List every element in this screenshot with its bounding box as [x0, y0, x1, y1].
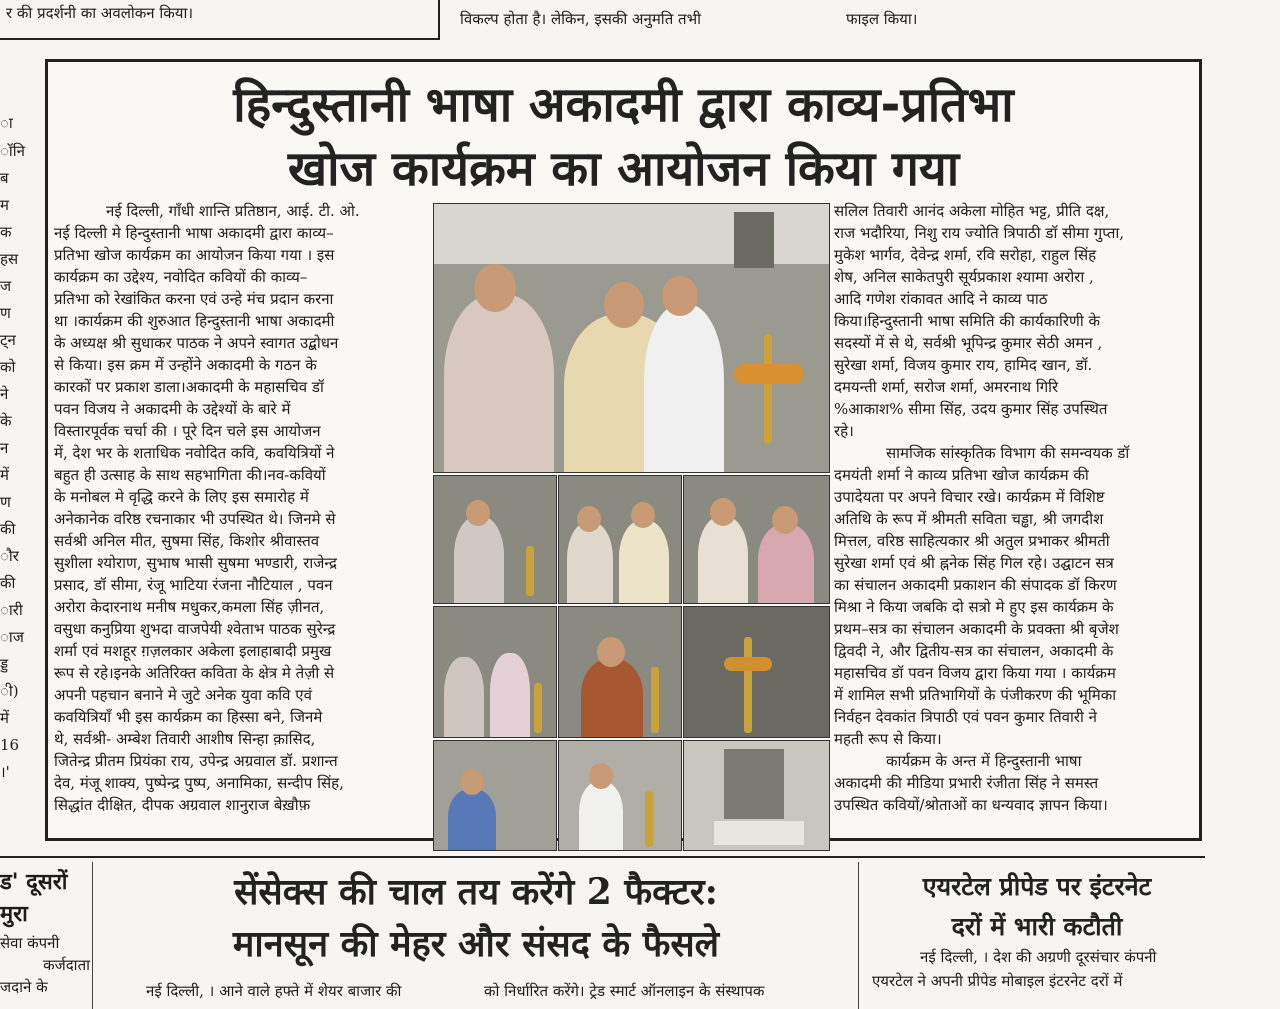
left-edge-fragment: ौर — [0, 547, 19, 565]
main-article — [45, 59, 1202, 841]
article-text-line: दमयन्ती शर्मा, सरोज शर्मा, अमरनाथ गिरि — [834, 378, 1059, 396]
left-edge-fragment: को — [0, 358, 16, 376]
left-edge-fragment: की — [0, 574, 16, 592]
photo-small-1 — [433, 475, 557, 604]
article-headline-line1: हिन्दुस्तानी भाषा अकादमी द्वारा काव्य-प्रतिभा — [233, 77, 1014, 133]
article-text-line: देव, मंजू शाक्य, पुष्पेन्द्र पुष्प, अनामिका, सन्दीप सिंह, — [54, 774, 344, 792]
article-text-line: सलिल तिवारी आनंद अकेला मोहित भट्ट, प्रीति दक्ष, — [834, 202, 1110, 220]
article-text-line: रहे। — [834, 422, 854, 440]
article-text-line: द्विवदी ने, और द्वितीय-सत्र का संचालन, अकादमी के — [834, 642, 1114, 660]
article-text-line: था ।कार्यक्रम की शुरुआत हिन्दुस्तानी भाषा अकादमी — [54, 312, 335, 330]
sensex-text-left: नई दिल्ली, । आने वाले हफ्ते में शेयर बाजार की — [146, 982, 402, 1000]
top-left-box — [0, 0, 440, 40]
article-text-line: अपनी पहचान बनाने मे जुटे अनेक युवा कवि एवं — [54, 686, 312, 704]
photo-small-8 — [558, 740, 682, 851]
left-edge-fragment: क — [0, 223, 12, 241]
article-column-3 — [834, 200, 1197, 816]
left-edge-fragment: न — [0, 439, 9, 457]
photo-small-2 — [558, 475, 682, 604]
article-text-line: के मनोबल मे वृद्धि करने के लिए इस समारोह में — [54, 488, 309, 506]
article-text-line: प्रसाद, डॉ सीमा, रंजू भाटिया रंजना नौटियाल , पवन — [54, 576, 333, 594]
article-text-line: विस्तारपूर्वक चर्चा की । पूरे दिन चले इस आयोजन — [54, 422, 321, 440]
article-text-line: किया।हिन्दुस्तानी भाषा समिति की कार्यकारिणी के — [834, 312, 1101, 330]
bottom-divider — [0, 856, 1205, 858]
article-text-line: का संचालन अकादमी प्रकाशन की संपादक डॉ किरण — [834, 576, 1117, 594]
article-text-line: महती रूप से किया। — [834, 730, 942, 748]
article-text-line: राज भदौरिया, निशु राय ज्योति त्रिपाठी डॉ सीमा गुप्ता, — [834, 224, 1125, 242]
sensex-headline-line2: मानसून की मेहर और संसद के फैसले — [232, 923, 720, 965]
bottom-left-line-4: कर्जदाता — [43, 956, 90, 974]
left-edge-fragment: हस — [0, 250, 19, 268]
bottom-left-line-1: ड' दूसरों — [0, 870, 68, 895]
article-text-line: कारकों पर प्रकाश डाला।अकादमी के महासचिव डॉ — [54, 378, 324, 396]
article-text-line: मिश्रा ने किया जबकि दो सत्रो मे हुए इस कार्यक्रम के — [834, 598, 1114, 616]
left-edge-column — [0, 108, 26, 786]
article-text-line: कवयित्रियाँ भी इस कार्यक्रम का हिस्सा बने, जिनमे — [54, 708, 323, 726]
left-edge-fragment: ।' — [0, 763, 10, 781]
left-edge-fragment: म — [0, 196, 9, 214]
left-edge-fragment: की — [0, 520, 16, 538]
bottom-left-fragment — [0, 868, 90, 998]
article-text-line: के अध्यक्ष श्री सुधाकर पाठक ने अपने स्वागत उद्बोधन — [54, 334, 339, 352]
left-edge-fragment: ण — [0, 493, 11, 511]
article-text-line: सामजिक सांस्कृतिक विभाग की समन्वयक डॉ — [886, 444, 1130, 462]
article-text-line: सदस्यों में से थे, सर्वश्री भूपिन्द्र कुमार सेठी अमन , — [834, 334, 1103, 352]
airtel-text-line1: नई दिल्ली, । देश की अग्रणी दूरसंचार कंपनी — [920, 948, 1157, 966]
article-text-line: उपस्थित कवियों/श्रोताओं का धन्यवाद ज्ञापन किया। — [834, 796, 1108, 814]
bottom-right-column-rule — [858, 862, 859, 1009]
photo-main-lamp-lighting — [433, 203, 830, 473]
article-text-line: शेष, अनिल साकेतपुरी सूर्यप्रकाश श्यामा अरोरा , — [834, 268, 1094, 286]
article-text-line: प्रथम–सत्र का संचालन अकादमी के प्रवक्ता श्री बृजेश — [834, 620, 1119, 638]
left-edge-fragment: ड्ड — [0, 655, 9, 673]
article-text-line: महासचिव डॉ पवन विजय द्वारा किया गया । कार्यक्रम — [834, 664, 1116, 682]
bottom-left-line-3: सेवा कंपनी — [0, 934, 60, 952]
article-text-line: बहुत ही उत्साह के साथ सहभागिता की।नव-कवियों — [54, 466, 326, 484]
photo-small-3 — [683, 475, 830, 604]
article-text-line: सुरेखा शर्मा एवं श्री ह्ननेक सिंह गिल रहे। उद्घाटन सत्र — [834, 554, 1114, 572]
photo-collage — [433, 203, 830, 849]
article-text-line: जितेन्द्र प्रीतम प्रियंका राय, उपेन्द्र अग्रवाल डॉ. प्रशान्त — [54, 752, 338, 770]
article-text-line: सुरेखा शर्मा, विजय कुमार राय, हामिद खान, डॉ. — [834, 356, 1093, 374]
article-text-line: प्रतिभा को रेखांकित करना एवं उन्हे मंच प्रदान करना — [54, 290, 334, 308]
photo-small-4 — [433, 606, 557, 738]
left-edge-fragment: ॉनि — [0, 142, 26, 160]
left-edge-fragment: में — [0, 709, 9, 727]
left-edge-fragment: 16 — [0, 736, 20, 754]
article-text-line: मुकेश भार्गव, देवेन्द्र शर्मा, रवि सरोहा, राहुल सिंह — [834, 246, 1097, 264]
article-text-line: आदि गणेश रांकावत आदि ने काव्य पाठ — [834, 290, 1048, 308]
left-edge-fragment: ज — [0, 277, 12, 295]
article-text-line: में, देश भर के शताधिक नवोदित कवि, कवयित्रियों ने — [54, 444, 335, 462]
left-edge-fragment: ाज — [0, 628, 24, 646]
left-edge-fragment: ब — [0, 169, 9, 187]
article-text-line: अतिथि के रूप में श्रीमती सविता चड्ढा, श्री जगदीश — [834, 510, 1104, 528]
article-text-line: पवन विजय ने अकादमी के उद्देश्यों के बारे में — [54, 400, 291, 418]
left-edge-fragment: ी) — [0, 682, 19, 700]
left-edge-fragment: के — [0, 412, 12, 430]
article-text-line: निर्वहन देवकांत त्रिपाठी एवं पवन कुमार तिवारी ने — [834, 708, 1097, 726]
airtel-text-line2: एयरटेल ने अपनी प्रीपेड मोबाइल इंटरनेट दरों में — [872, 972, 1123, 990]
left-edge-fragment: में — [0, 466, 9, 484]
left-edge-fragment: ारी — [0, 601, 23, 619]
article-text-line: शर्मा एवं मशहूर ग़ज़लकार अकेला इलाहाबादी प्रमुख — [54, 642, 332, 660]
article-column-1 — [54, 200, 428, 816]
photo-small-6 — [683, 606, 830, 738]
left-edge-fragment: ने — [0, 385, 9, 403]
article-text-line: प्रतिभा खोज कार्यक्रम का आयोजन किया गया । इस — [54, 246, 335, 264]
left-edge-fragment: ण — [0, 304, 11, 322]
article-text-line: से किया। इस क्रम में उन्होंने अकादमी के गठन के — [54, 356, 317, 374]
article-text-line: %आकाश% सीमा सिंह, उदय कुमार सिंह उपस्थित — [834, 400, 1108, 418]
photo-small-5 — [558, 606, 682, 738]
article-text-line: मित्तल, वरिष्ठ साहित्यकार श्री अतुल प्रभाकर श्रीमती — [834, 532, 1110, 550]
article-text-line: नई दिल्ली मे हिन्दुस्तानी भाषा अकादमी द्वारा काव्य– — [54, 224, 334, 242]
article-text-line: सर्वश्री अनिल मीत, सुषमा सिंह, किशोर श्रीवास्तव — [54, 532, 320, 550]
article-text-line: कार्यक्रम का उद्देश्य, नवोदित कवियों की काव्य– — [54, 268, 308, 286]
left-edge-fragment: ा — [0, 114, 13, 132]
article-headline-line2: खोज कार्यक्रम का आयोजन किया गया — [287, 141, 960, 197]
top-middle-text: विकल्प होता है। लेकिन, इसकी अनुमति तभी — [460, 10, 701, 28]
sensex-headline-line1: सेंसेक्स की चाल तय करेंगे 2 फैक्टर: — [234, 871, 718, 913]
article-text-line: रूप से रहे।इनके अतिरिक्त कविता के क्षेत्र मे तेज़ी से — [54, 664, 335, 682]
sensex-text-right: को निर्धारित करेंगे। ट्रेड स्मार्ट ऑनलाइन के संस्थापक — [484, 982, 765, 1000]
top-left-text: र की प्रदर्शनी का अवलोकन किया। — [6, 4, 194, 22]
bottom-left-column-rule — [92, 862, 93, 1009]
article-text-line: सिद्धांत दीक्षित, दीपक अग्रवाल शानुराज बेख़ौफ़ — [54, 796, 311, 814]
bottom-left-line-5: जदाने के — [0, 978, 48, 996]
article-text-line: कार्यक्रम के अन्त में हिन्दुस्तानी भाषा — [886, 752, 1082, 770]
article-text-line: नई दिल्ली, गाँधी शान्ति प्रतिष्ठान, आई. टी. ओ. — [106, 202, 360, 220]
article-text-line: दमयंती शर्मा ने काव्य प्रतिभा खोज कार्यक्रम की — [834, 466, 1089, 484]
article-text-line: थे, सर्वश्री- अम्बेश तिवारी आशीष सिन्हा क़ासिद, — [54, 730, 316, 748]
article-text-line: अनेकानेक वरिष्ठ रचनाकार भी उपस्थित थे। जिनमे से — [54, 510, 336, 528]
airtel-headline-line2: दरों में भारी कटौती — [951, 912, 1123, 941]
article-text-line: में शामिल सभी प्रतिभागियों के पंजीकरण की भूमिका — [834, 686, 1117, 704]
photo-small-9 — [683, 740, 830, 851]
left-edge-fragment: ट्न — [0, 331, 16, 349]
photo-small-7 — [433, 740, 557, 851]
article-text-line: वसुधा कनुप्रिया शुभदा वाजपेयी श्वेताभ पाठक सुरेन्द्र — [54, 620, 336, 638]
article-text-line: सुशीला श्योराण, सुभाष भासी सुषमा भण्डारी, राजेन्द्र — [54, 554, 337, 572]
airtel-headline-line1: एयरटेल प्रीपेड पर इंटरनेट — [922, 872, 1152, 901]
article-text-line: उपादेयता पर अपने विचार रखे। कार्यक्रम में विशिष्ट — [834, 488, 1105, 506]
bottom-left-line-2: मुरा — [0, 902, 28, 927]
top-right-text: फाइल किया। — [846, 10, 918, 28]
article-text-line: अकादमी की मीडिया प्रभारी रंजीता सिंह ने समस्त — [834, 774, 1099, 792]
article-text-line: अरोरा केदारनाथ मनीष मधुकर,कमला सिंह ज़ीनत, — [54, 598, 325, 616]
